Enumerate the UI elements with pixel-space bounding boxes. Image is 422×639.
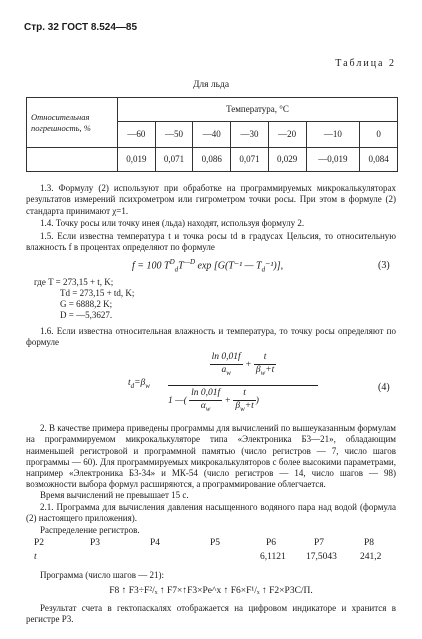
ice-error-table — [26, 97, 398, 172]
error-cell: 0,071 — [231, 148, 269, 172]
formula-4-plus: + — [245, 359, 252, 370]
formula-3-lhs: f = 100 T — [132, 260, 170, 272]
formula-4-number: (4) — [378, 382, 390, 393]
temp-cell: —10 — [306, 122, 360, 148]
error-cell: —0,019 — [306, 148, 360, 172]
where-line-3: G = 6888,2 K; — [60, 299, 113, 309]
empty-cell — [27, 148, 118, 172]
table-subtitle: Для льда — [192, 80, 230, 90]
program-code: F8 ↑ F3÷F²/ₓ ↑ F7×↑F3×Pe^x ↑ F6×F¹/ₓ ↑ F2×P3C/П. — [109, 586, 313, 596]
register-distribution-label: Распределение регистров. — [40, 525, 140, 535]
formula-4: $t_d=\beta_w$ $\frac{\ln 0,01f}{a_w}$ + $\frac{t}{\beta_w+t}$ 1 —( $\frac{\ln 0,01f}{\alpha_w}$ + $\frac{t}{\beta_w+t}$ ) — [128, 352, 358, 422]
paragraph-1-4: 1.4. Точку росы или точку инея (льда) находят, используя формулу 2. — [40, 218, 305, 228]
register-values-row — [34, 552, 382, 564]
formula-3-exp: exp [G(T⁻¹ — T — [197, 260, 262, 272]
register-name: Р2 — [34, 538, 45, 548]
result-paragraph: Результат счета в гектопаскалях отображается на цифровом индикаторе и хранится в регистре Р3. — [26, 603, 396, 625]
register-name: Р6 — [266, 538, 277, 548]
formula-4-num-top: ln 0,01f — [210, 352, 243, 365]
calc-time: Время вычислений не превышает 15 с. — [40, 490, 189, 500]
paragraph-2-1: 2.1. Программа для вычисления давления насыщенного водяного пара над водой (формула (2) настоящего приложения). — [26, 502, 396, 524]
formula-4-lhs: t — [128, 378, 131, 388]
register-name: Р3 — [90, 538, 101, 548]
register-name: Р4 — [150, 538, 161, 548]
register-value: 241,2 — [360, 552, 382, 562]
temperature-header: Температура, °С — [118, 98, 398, 122]
temp-cell: —60 — [118, 122, 156, 148]
paragraph-1-3: 1.3. Формулу (2) используют при обработке на программируемых микрокалькуляторах результатов измерений психрометром или гигрометром точки росы. При этом в формуле (2) стандарта принимают χ=1. — [26, 183, 396, 216]
row-label: Относительная погрешность, % — [27, 98, 118, 148]
paragraph-2: 2. В качестве примера приведены программы для вычислений по вышеуказанным формулам на программируемом микрокалькуляторе типа «Электроника Б3—21», обладающим наименьшей регистровой и программной памятью (число регистров — 7, число шагов программы — 60). Для программируемых микрокалькуляторов с более высокими параметрами, например «Электроника Б3-34» и МК-54 (число регистров — 14, число шагов — 98) возможности выбора формул расширяются, а программирование облегчается. — [26, 423, 396, 490]
error-cell: 0,071 — [155, 148, 193, 172]
main-fraction-bar — [168, 385, 318, 386]
register-value: t — [34, 552, 37, 562]
where-line-2: Td = 273,15 + td, K; — [60, 288, 135, 298]
error-cell: 0,029 — [268, 148, 306, 172]
error-cell: 0,086 — [193, 148, 231, 172]
formula-4-outer-one: 1 — — [168, 395, 184, 406]
register-names-row — [34, 538, 374, 550]
register-name: Р5 — [210, 538, 221, 548]
register-value: 17,5043 — [306, 552, 337, 562]
formula-3-number: (3) — [378, 260, 390, 271]
program-label: Программа (число шагов — 21): — [40, 570, 164, 580]
table-caption: Таблица 2 — [335, 58, 396, 69]
where-line-4: D = —5,3627. — [60, 310, 113, 320]
page-header: Стр. 32 ГОСТ 8.524—85 — [24, 22, 138, 33]
error-cell: 0,019 — [118, 148, 156, 172]
temp-cell: 0 — [360, 122, 398, 148]
paragraph-1-6: 1.6. Если известна относительная влажность и температура, то точку росы определяют по формуле — [26, 326, 396, 348]
temp-cell: —50 — [155, 122, 193, 148]
temp-cell: —40 — [193, 122, 231, 148]
register-name: Р8 — [364, 538, 375, 548]
formula-4-den-top: a — [221, 364, 227, 375]
formula-3: f = 100 $T^D_dT^{—D}$ exp [G(T⁻¹ — $T_d^{-1}$)], — [132, 258, 284, 274]
register-name: Р7 — [314, 538, 325, 548]
formula-4-num-t: t — [254, 352, 276, 365]
register-value: 6,1121 — [260, 552, 286, 562]
formula-3-tail: ⁻¹)], — [265, 260, 284, 272]
error-cell: 0,084 — [360, 148, 398, 172]
where-line-1: где T = 273,15 + t, K; — [34, 277, 114, 287]
paragraph-1-5: 1.5. Если известна температура t и точка росы td в градусах Цельсия, то относительную влажность f в процентах определяют по формуле — [26, 231, 396, 253]
temp-cell: —20 — [268, 122, 306, 148]
temp-cell: —30 — [231, 122, 269, 148]
